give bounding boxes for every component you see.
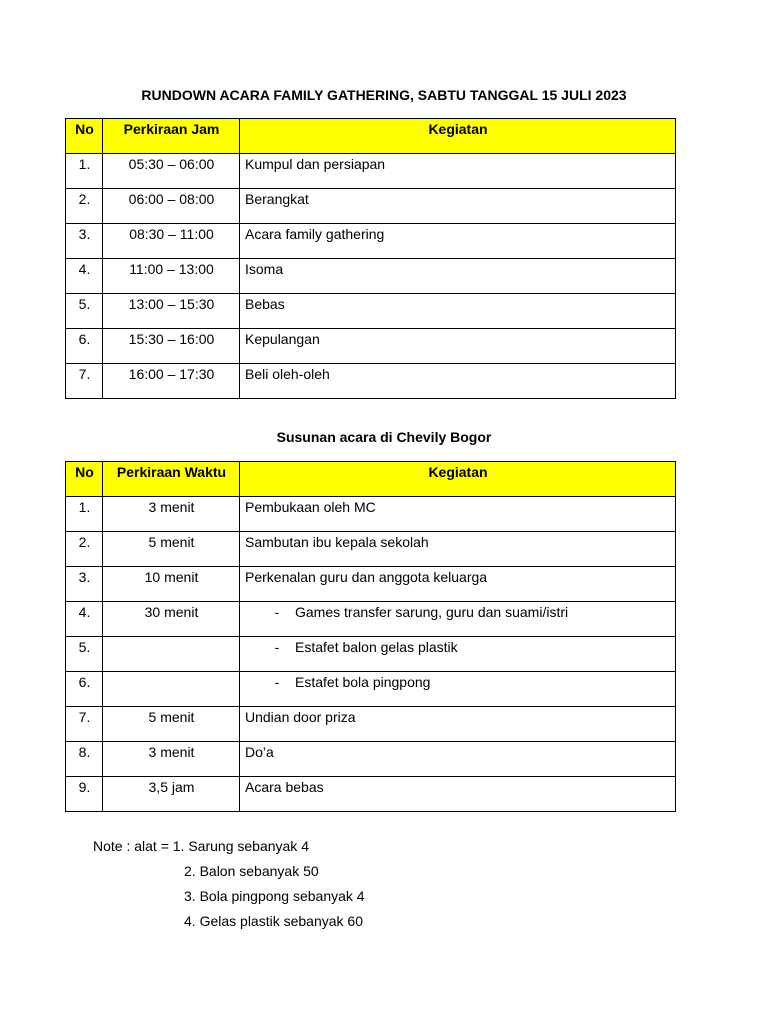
row-activity: Do’a [240,742,676,777]
bullet-text: Games transfer sarung, guru dan suami/istri [295,604,569,620]
row-activity-bullet [240,637,676,672]
row-activity-bullet [240,672,676,707]
row-duration: 30 menit [103,602,240,637]
header-no: No [66,462,103,497]
header-no: No [66,119,103,154]
row-activity: Isoma [240,259,676,294]
row-duration: 5 menit [103,707,240,742]
note-line-4: 4. Gelas plastik sebanyak 60 [184,913,363,929]
bullet-text: Estafet balon gelas plastik [295,639,458,655]
row-time: 13:00 – 15:30 [103,294,240,329]
rundown-title: RUNDOWN ACARA FAMILY GATHERING, SABTU TANGGAL 15 JULI 2023 [141,87,627,103]
row-duration: 3 menit [103,742,240,777]
row-time: 05:30 – 06:00 [103,154,240,189]
row-duration: 10 menit [103,567,240,602]
row-no: 5. [66,637,103,672]
rundown-table [65,118,676,399]
row-time: 16:00 – 17:30 [103,364,240,399]
table-row [66,329,676,364]
row-duration: 3 menit [103,497,240,532]
header-kegiatan: Kegiatan [240,462,676,497]
row-duration [103,637,240,672]
table-row [66,224,676,259]
row-no: 2. [66,532,103,567]
table-row [66,154,676,189]
table-row [66,777,676,812]
row-no: 2. [66,189,103,224]
table-row [66,602,676,637]
dash-bullet: - [274,639,280,655]
header-kegiatan: Kegiatan [240,119,676,154]
table-row [66,189,676,224]
table-row [66,567,676,602]
susunan-acara-table [65,461,676,812]
row-no: 5. [66,294,103,329]
table-row [66,294,676,329]
row-no: 1. [66,154,103,189]
row-no: 7. [66,707,103,742]
row-duration [103,672,240,707]
row-duration: 3,5 jam [103,777,240,812]
row-activity: Beli oleh-oleh [240,364,676,399]
row-no: 7. [66,364,103,399]
dash-bullet: - [274,604,280,620]
susunan-acara-title: Susunan acara di Chevily Bogor [276,429,492,445]
row-no: 3. [66,224,103,259]
table-row [66,707,676,742]
row-activity: Perkenalan guru dan anggota keluarga [240,567,676,602]
row-activity: Acara bebas [240,777,676,812]
row-no: 1. [66,497,103,532]
row-no: 6. [66,672,103,707]
table-row [66,637,676,672]
table-row [66,532,676,567]
note-line-3: 3. Bola pingpong sebanyak 4 [184,888,365,904]
row-no: 4. [66,259,103,294]
row-duration: 5 menit [103,532,240,567]
row-activity: Bebas [240,294,676,329]
row-no: 6. [66,329,103,364]
row-activity-bullet [240,602,676,637]
row-no: 3. [66,567,103,602]
table-header-row [66,119,676,154]
table-row [66,742,676,777]
bullet-text: Estafet bola pingpong [295,674,431,690]
row-time: 15:30 – 16:00 [103,329,240,364]
row-no: 8. [66,742,103,777]
table-row [66,259,676,294]
table-row [66,672,676,707]
row-time: 06:00 – 08:00 [103,189,240,224]
table-header-row [66,462,676,497]
row-no: 9. [66,777,103,812]
row-time: 11:00 – 13:00 [103,259,240,294]
row-activity: Sambutan ibu kepala sekolah [240,532,676,567]
header-perkiraan-jam: Perkiraan Jam [103,119,240,154]
row-activity: Kumpul dan persiapan [240,154,676,189]
row-activity: Kepulangan [240,329,676,364]
row-activity: Pembukaan oleh MC [240,497,676,532]
row-activity: Acara family gathering [240,224,676,259]
header-perkiraan-waktu: Perkiraan Waktu [103,462,240,497]
row-activity: Berangkat [240,189,676,224]
row-no: 4. [66,602,103,637]
table-row [66,497,676,532]
row-time: 08:30 – 11:00 [103,224,240,259]
row-activity: Undian door priza [240,707,676,742]
table-row [66,364,676,399]
note-line-1: Note : alat = 1. Sarung sebanyak 4 [93,838,309,854]
note-line-2: 2. Balon sebanyak 50 [184,863,319,879]
dash-bullet: - [274,674,280,690]
